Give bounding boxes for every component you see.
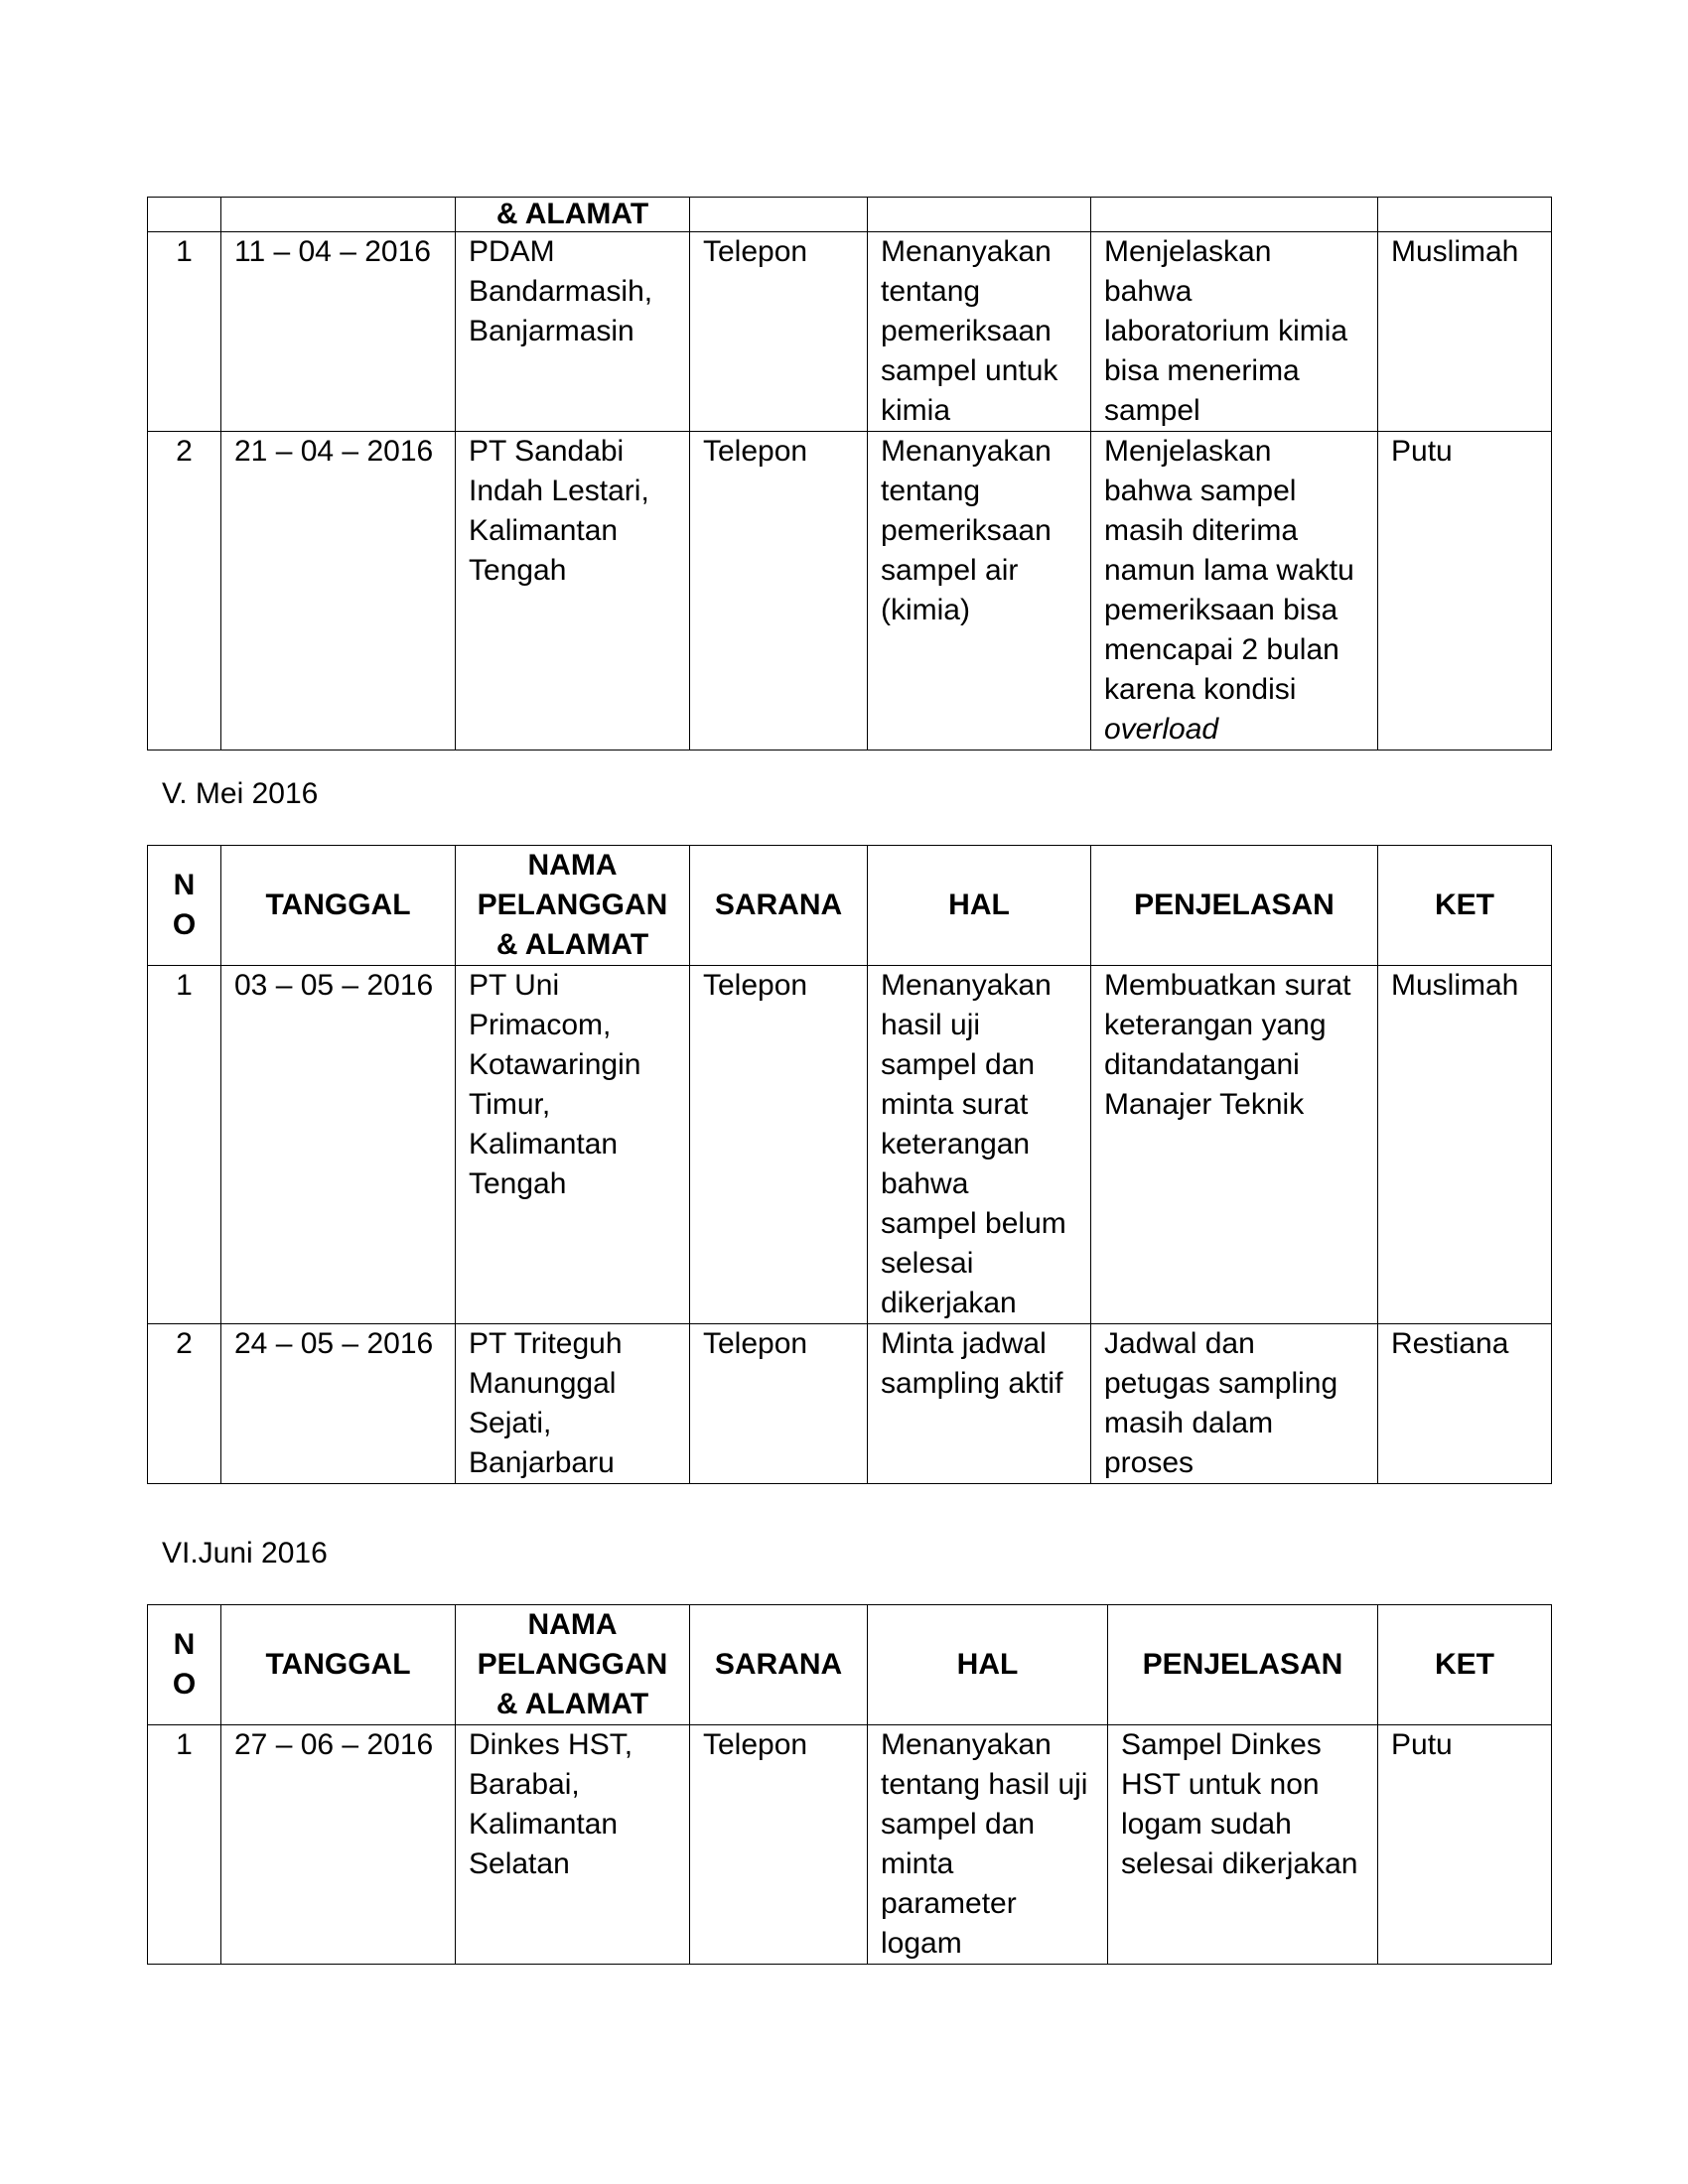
cell-tanggal: 24 – 05 – 2016: [221, 1324, 456, 1484]
table-row: [148, 432, 1552, 751]
cell-sarana: Telepon: [690, 432, 868, 751]
table-row: [148, 1324, 1552, 1484]
table-header: [148, 846, 1552, 966]
cell-penjelasan: [1091, 432, 1378, 751]
cell-tanggal: 03 – 05 – 2016: [221, 966, 456, 1324]
header-hal: HAL: [868, 1605, 1108, 1725]
cell-penjelasan-italic: overload: [1104, 713, 1219, 746]
cell-sarana: Telepon: [690, 966, 868, 1324]
header-nama: NAMA PELANGGAN & ALAMAT: [456, 1605, 690, 1725]
cell-no: 2: [148, 432, 221, 751]
cell-hal: Menanyakan tentang pemeriksaan sampel untuk kimia: [868, 232, 1091, 432]
cell-tanggal: 11 – 04 – 2016: [221, 232, 456, 432]
table-row: [148, 232, 1552, 432]
header-hal: HAL: [868, 846, 1091, 966]
header-tanggal: TANGGAL: [221, 846, 456, 966]
cell-penjelasan: Menjelaskan bahwa laboratorium kimia bisa menerima sampel: [1091, 232, 1378, 432]
cell-nama: PT Uni Primacom, Kotawaringin Timur, Kalimantan Tengah: [456, 966, 690, 1324]
cell-ket: Restiana: [1378, 1324, 1552, 1484]
cell-tanggal: 27 – 06 – 2016: [221, 1725, 456, 1965]
table-header: [148, 1605, 1552, 1725]
cell-hal: Minta jadwal sampling aktif: [868, 1324, 1091, 1484]
cell-penjelasan: Sampel Dinkes HST untuk non logam sudah selesai dikerjakan: [1108, 1725, 1378, 1965]
header-sarana: SARANA: [690, 846, 868, 966]
cell-ket: Putu: [1378, 1725, 1552, 1965]
cell-sarana: Telepon: [690, 232, 868, 432]
header-no: N O: [148, 1605, 221, 1725]
table-row: [148, 966, 1552, 1324]
cell-nama: PT Triteguh Manunggal Sejati, Banjarbaru: [456, 1324, 690, 1484]
header-penjelasan: PENJELASAN: [1108, 1605, 1378, 1725]
header-no: N O: [148, 846, 221, 966]
cell-hal: Menanyakan tentang pemeriksaan sampel air (kimia): [868, 432, 1091, 751]
header-nama: NAMA PELANGGAN & ALAMAT: [456, 846, 690, 966]
header-nama-partial: & ALAMAT: [456, 198, 690, 232]
cell-ket: Muslimah: [1378, 966, 1552, 1324]
header-ket: KET: [1378, 1605, 1552, 1725]
cell-tanggal: 21 – 04 – 2016: [221, 432, 456, 751]
cell-no: 1: [148, 1725, 221, 1965]
cell-penjelasan: Membuatkan surat keterangan yang ditandatangani Manajer Teknik: [1091, 966, 1378, 1324]
cell-hal: Menanyakan hasil uji sampel dan minta surat keterangan bahwa sampel belum selesai dikerjakan: [868, 966, 1091, 1324]
table-juni: [147, 1604, 1552, 1965]
cell-hal: Menanyakan tentang hasil uji sampel dan minta parameter logam: [868, 1725, 1108, 1965]
section-title-juni: VI.Juni 2016: [162, 1537, 328, 1570]
cell-no: 1: [148, 966, 221, 1324]
table-april-continued: [147, 197, 1552, 751]
table-mei: [147, 845, 1552, 1484]
cell-penjelasan-text: Menjelaskan bahwa sampel masih diterima namun lama waktu pemeriksaan bisa mencapai 2 bulan karena kondisi: [1104, 435, 1354, 706]
cell-ket: Muslimah: [1378, 232, 1552, 432]
table-row: [148, 1725, 1552, 1965]
cell-no: 1: [148, 232, 221, 432]
cell-nama: PDAM Bandarmasih, Banjarmasin: [456, 232, 690, 432]
cell-no: 2: [148, 1324, 221, 1484]
header-sarana: SARANA: [690, 1605, 868, 1725]
cell-sarana: Telepon: [690, 1324, 868, 1484]
header-penjelasan: PENJELASAN: [1091, 846, 1378, 966]
cell-nama: PT Sandabi Indah Lestari, Kalimantan Tengah: [456, 432, 690, 751]
cell-ket: Putu: [1378, 432, 1552, 751]
table-header-continued: [148, 198, 1552, 232]
cell-penjelasan: Jadwal dan petugas sampling masih dalam proses: [1091, 1324, 1378, 1484]
header-tanggal: TANGGAL: [221, 1605, 456, 1725]
cell-sarana: Telepon: [690, 1725, 868, 1965]
cell-nama: Dinkes HST, Barabai, Kalimantan Selatan: [456, 1725, 690, 1965]
section-title-mei: V. Mei 2016: [162, 777, 319, 810]
header-ket: KET: [1378, 846, 1552, 966]
